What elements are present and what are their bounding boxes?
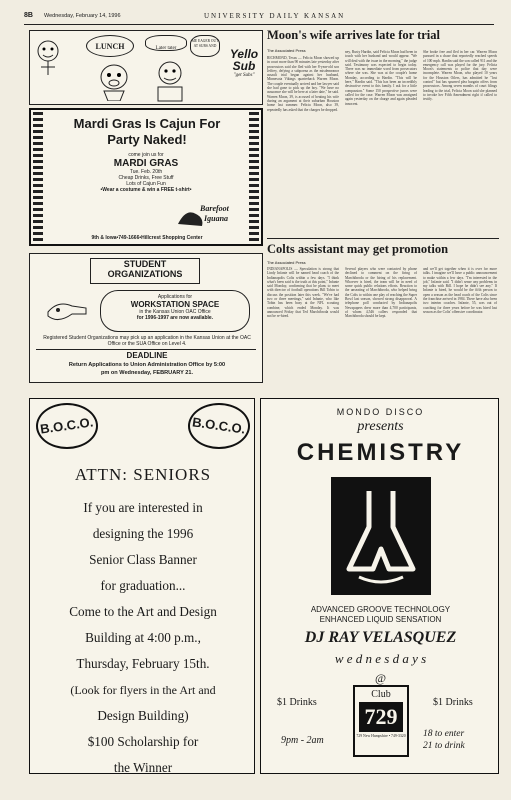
paper-name: UNIVERSITY DAILY KANSAN — [204, 12, 346, 20]
age-enter: 18 to enter — [423, 729, 465, 739]
story-1-col-1: RICHMOND, Texas — Felicia Moon showed up in court more than 90 minutes late yesterday after prosecutors said she fled with her 8-year-old son Jeffrey, defying a subpoena as the misdemeanor assault trial began against her husband, Minnesota Vikings quarterback Warren Moon. The couple eventually arrived and her lawyer said she had gone to pick up the boy. "We have no assurance she will be here at a later date," he said. Warren Moon, 39, is accused of beating his wife during an argument at their suburban Houston home last summer. Felicia Moon, also 39, repeatedly has asked that the charges be dropped. — [267, 56, 339, 112]
hours: 9pm - 2am — [281, 735, 324, 746]
hand-icon — [46, 296, 90, 326]
story-1-headline: Moon's wife arrives late for trial — [267, 28, 440, 42]
at-sign: @ — [374, 671, 387, 685]
orgs-return-2: pm on Wednesday, FEBRUARY 21. — [100, 370, 194, 376]
page-header — [24, 11, 494, 25]
beaker-graphic — [331, 477, 431, 595]
mask-decoration-left — [33, 112, 43, 244]
story-2-col-1: INDIANAPOLIS — Speculation is strong that Lindy Infante will be named head coach of the Indianapolis Colts within a few days. "I think what's been said is the truth at this point," Infante said Monday, confirming that he plans to meet with director of football operations Bill Tobin to discuss the position later this week. "We've had two or three meetings," said Infante, who like Tobin has been busy at the NFL scouting combine, which ended Monday. It was announced Friday that Ted Marchibroda would not be re-hired. — [267, 267, 339, 319]
cartoon-face-1 — [35, 37, 61, 77]
boco-body: If you are interested in designing the 1996 Senior Class Banner for graduation... Come to the Art and Design Building at 4:00 p.m., Thursday, February 15th. (Look for flyers in the Art and Design Building) $100 Scholarship for the Winner — [69, 500, 217, 775]
story-moon — [267, 28, 499, 236]
later-tater-bubble: Later tater — [145, 35, 187, 51]
eat-subs-bubble: ME EAGER OUT AT SUBS AND — [190, 35, 220, 57]
story-2-source: The Associated Press — [267, 260, 306, 265]
story-1-source: The Associated Press — [267, 48, 306, 53]
mardi-gras-ad — [29, 108, 263, 246]
boco-ad — [29, 398, 255, 774]
mondo-disco: MONDO DISCO — [336, 407, 425, 417]
orgs-registered: Registered Student Organizations may pick up an application in the Kansas Union at the OAC Office or the SUA Office on Level 4. — [43, 335, 251, 347]
club-729-logo: Club 729 729 New Hampshire • 749-3320 — [353, 685, 409, 757]
mardi-address: 9th & Iowa•749-1666•Hillcrest Shopping Center — [91, 235, 203, 241]
age-drink: 21 to drink — [423, 741, 465, 751]
groove-line: ADVANCED GROOVE TECHNOLOGY — [310, 605, 451, 614]
boco-attn: ATTN: SENIORS — [74, 465, 212, 484]
yello-logo: Yello Sub "get Subs" — [229, 47, 259, 78]
drinks-right: $1 Drinks — [433, 697, 473, 708]
mardi-headline-2: Party Naked! — [107, 132, 187, 147]
drinks-left: $1 Drinks — [277, 697, 317, 708]
story-2-headline: Colts assistant may get promotion — [267, 242, 449, 256]
cartoon-face-3 — [148, 57, 192, 103]
boco-logo-left: B.O.C.O. — [36, 403, 98, 449]
story-2-col-2: Several players who were contacted by phone declined to comment on the firing of Marchibroda or the hiring of his replacement. Whoever is hired, the team will be in need of some quick public relations efforts. Reaction to the unseating of Marchibroda, who helped bring the Colts to within one play of reaching the Super Bowl last season, showed strong disapproval. A telephone poll conducted by Indianapolis Newspapers drew more than 4,700 participants, of whom 4,546 callers responded that Marchibroda should be kept. — [345, 267, 417, 319]
orgs-divider — [36, 349, 256, 350]
orgs-deadline: DEADLINE — [126, 351, 168, 360]
mardi-details: come join us for MARDI GRAS Tue. Feb. 20th Cheap Drinks, Free Stuff Lots of Cajun Fun •Wear a costume & win a FREE t-shirt• — [100, 152, 192, 193]
orgs-workstation-box: Applications for WORKSTATION SPACE in the Kansas Union OAC Office for 1996-1997 are now available. — [100, 290, 250, 332]
mardi-headline-1: Mardi Gras Is Cajun For — [73, 116, 221, 131]
liquid-line: ENHANCED LIQUID SENSATION — [319, 615, 442, 624]
iguana-logo: Barefoot Iguana — [176, 202, 246, 232]
mask-decoration-right — [249, 112, 259, 244]
wednesdays: w e d n e s d a y s — [334, 651, 427, 666]
chemistry-ad — [260, 398, 499, 774]
story-2-col-3: and we'll get together when it is over for more talks. I imagine we'll have a public announcement to make within a few days. "I'm interested in the job," Infante said. "I didn't sense any problems in my talks with Bill. I hope he didn't see any." If Infante is hired, he would be the fifth person to open a season as the head coach of the Colts since the franchise arrived in 1984. There have also been two interim coaches. Infante, 55, was out of coaching for three years before he was hired last season as the Colts' offensive coordinator. — [423, 267, 497, 314]
lunch-bubble: LUNCH — [86, 35, 134, 57]
story-colts — [267, 242, 499, 392]
story-1-col-2: ney, Rusty Hardin, said Felicia Moon had been in touch with her husband and would appear. "We will deal with the issue in the morning," the judge said. Testimony was expected to begin today. There was no immediate word from prosecutors where she was. She was at the couple's home Monday, according to Hardin. "This will be here," Hardin said. "This has been an incredibly destructive event to this family. I ask for a little compassion." Some 150 prospective jurors were called for the case. Warren Moon was arraigned again yesterday on the charge and again pleaded innocent. — [345, 50, 417, 106]
orgs-return-1: Return Applications to Union Administration Office by 5:00 — [68, 362, 226, 368]
student-orgs-ad — [29, 253, 263, 383]
presents: presents — [357, 419, 404, 434]
story-divider — [267, 238, 499, 239]
dj-name: DJ RAY VELASQUEZ — [304, 629, 457, 646]
page-number: 8B — [24, 12, 33, 19]
chemistry-title: CHEMISTRY — [296, 439, 465, 466]
boco-logo-right: B.O.C.O. — [188, 403, 250, 449]
orgs-title-box: STUDENT ORGANIZATIONS — [90, 258, 200, 284]
yello-sub-ad — [29, 30, 263, 105]
cartoon-face-2 — [94, 61, 134, 101]
header-date: Wednesday, February 14, 1996 — [44, 13, 121, 19]
story-1-col-3: She broke free and fled in her car. Warren Moon pursued in a chase that reportedly reached speeds of 100 mph. Hardin said the son called 911 and the emergency call was played for the jury. Felicia Moon's statements to police that day were incomplete. Warren Moon, who played 10 years for the Houston Oilers, has admitted he "lost control" but has spurned plea bargain offers from prosecutors. Among seven months of court filings leading to the trial, Felicia Moon said she planned to invoke her Fifth Amendment right if called to testify. — [423, 50, 497, 102]
